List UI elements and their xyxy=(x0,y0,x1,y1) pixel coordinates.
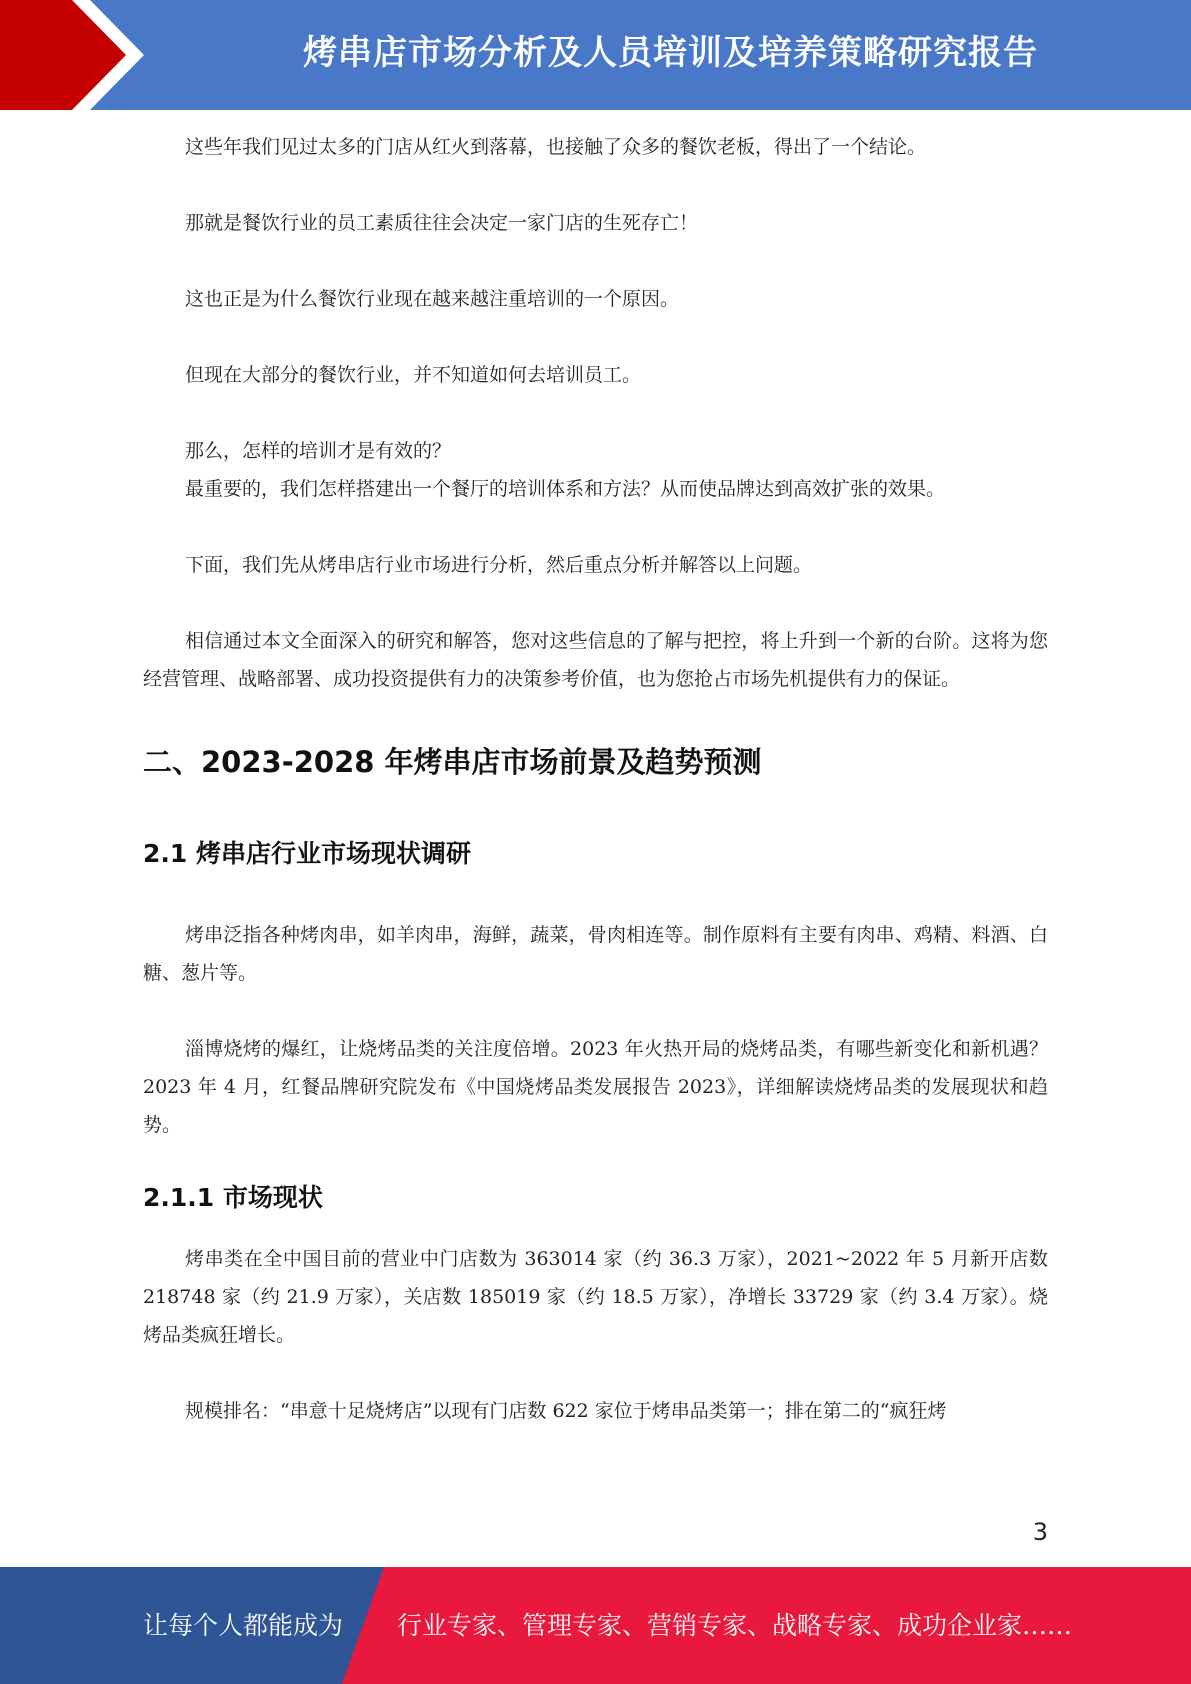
footer-banner xyxy=(0,1567,1191,1684)
paragraph: 下面，我们先从烤串店行业市场进行分析，然后重点分析并解答以上问题。 xyxy=(185,554,813,576)
paragraph: 那么，怎样的培训才是有效的？ xyxy=(185,440,452,462)
paragraph: 烤串泛指各种烤肉串，如羊肉串，海鲜，蔬菜，骨肉相连等。制作原料有主要有肉串、鸡精、料酒、白糖、葱片等。 xyxy=(143,924,1048,984)
paragraph: 淄博烧烤的爆红，让烧烤品类的关注度倍增。2023 年火热开局的烧烤品类，有哪些新变化和新机遇？2023 年 4 月，红餐品牌研究院发布《中国烧烤品类发展报告 2023》，详细解读烧烤品类的发展现状和趋势。 xyxy=(143,1038,1048,1136)
subsubsection-heading: 2.1.1 市场现状 xyxy=(143,1183,323,1212)
document-title: 烤串店市场分析及人员培训及培养策略研究报告 xyxy=(303,33,1038,73)
paragraph: 这些年我们见过太多的门店从红火到落幕，也接触了众多的餐饮老板，得出了一个结论。 xyxy=(185,136,927,158)
footer-slogan-left: 让每个人都能成为 xyxy=(143,1611,344,1640)
paragraph: 最重要的，我们怎样搭建出一个餐厅的培训体系和方法？从而使品牌达到高效扩张的效果。 xyxy=(185,478,946,500)
section-heading: 二、2023-2028 年烤串店市场前景及趋势预测 xyxy=(143,745,762,779)
document-body xyxy=(143,128,1048,1430)
paragraph: 烤串类在全中国目前的营业中门店数为 363014 家（约 36.3 万家），2021~2022 年 5 月新开店数 218748 家（约 21.9 万家），关店数 185019 家（约 18.5 万家），净增长 33729 家（约 3.4 万家）。烧烤品类疯狂增长。 xyxy=(143,1248,1048,1346)
paragraph: 那就是餐饮行业的员工素质往往会决定一家门店的生死存亡！ xyxy=(185,212,699,234)
header-banner xyxy=(0,0,1191,110)
header-arrow-decoration xyxy=(0,0,150,110)
paragraph: 但现在大部分的餐饮行业，并不知道如何去培训员工。 xyxy=(185,364,642,386)
paragraph: 这也正是为什么餐饮行业现在越来越注重培训的一个原因。 xyxy=(185,288,680,310)
subsection-heading: 2.1 烤串店行业市场现状调研 xyxy=(143,839,471,868)
page-number: 3 xyxy=(1032,1518,1048,1546)
paragraph: 相信通过本文全面深入的研究和解答，您对这些信息的了解与把控，将上升到一个新的台阶。这将为您经营管理、战略部署、成功投资提供有力的决策参考价值，也为您抢占市场先机提供有力的保证。 xyxy=(143,630,1048,690)
paragraph: 规模排名：“串意十足烧烤店”以现有门店数 622 家位于烤串品类第一；排在第二的“疯狂烤 xyxy=(185,1400,947,1422)
footer-slogan-right: 行业专家、管理专家、营销专家、战略专家、成功企业家…… xyxy=(397,1611,1073,1640)
